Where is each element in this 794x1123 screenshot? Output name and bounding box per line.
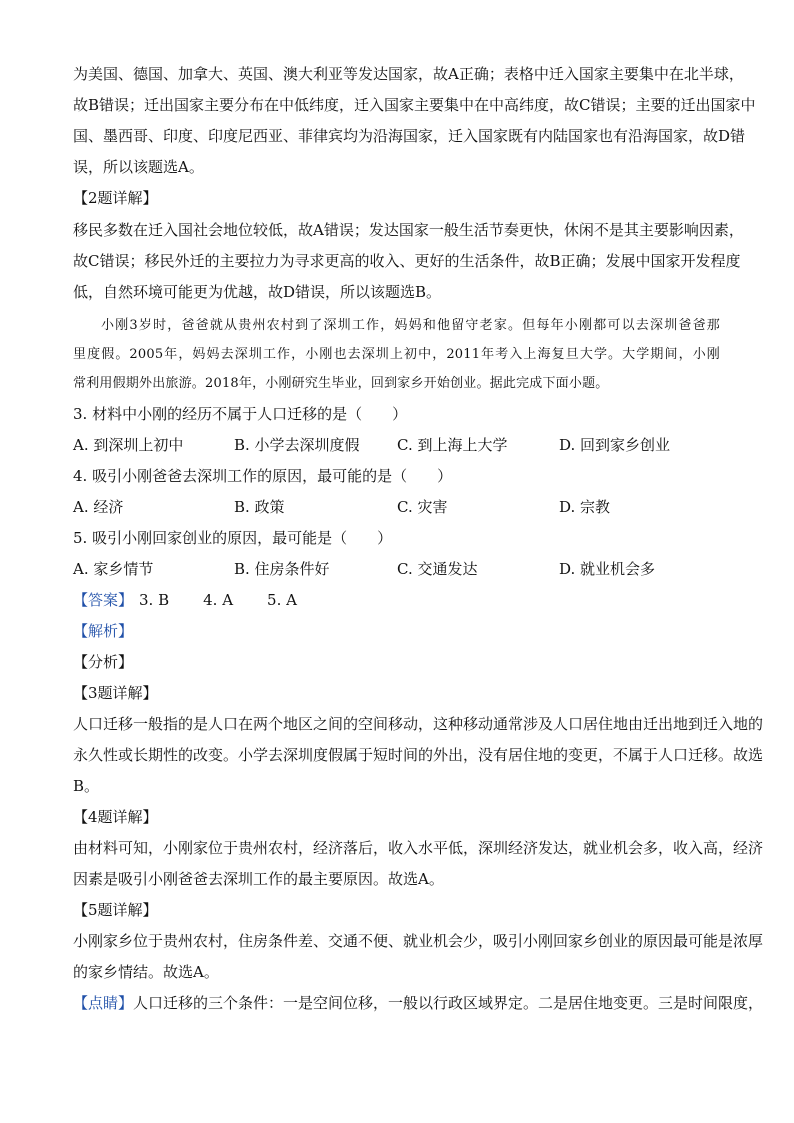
q3-detail-line-3: B。 <box>73 777 100 795</box>
q3-detail-heading: 【3题详解】 <box>73 684 158 702</box>
q4-option-a[interactable]: A. 经济 <box>73 498 124 516</box>
question-4-options <box>73 497 723 517</box>
answer-label: 【答案】 <box>73 591 134 609</box>
q3-option-a[interactable]: A. 到深圳上初中 <box>73 436 184 454</box>
question-4-stem: 4. 吸引小刚爸爸去深圳工作的原因，最可能的是（ ） <box>73 467 453 485</box>
dianjing-row <box>73 993 763 1013</box>
q4-option-c[interactable]: C. 灾害 <box>397 498 448 516</box>
prev-analysis-line-4: 误，所以该题选A。 <box>73 158 204 176</box>
q2-detail-line-3: 低，自然环境可能更为优越，故D错误，所以该题选B。 <box>73 283 442 301</box>
q3-detail-line-2: 永久性或长期性的改变。小学去深圳度假属于短时间的外出，没有居住地的变更，不属于人口迁移。故选 <box>73 746 764 764</box>
question-5-stem: 5. 吸引小刚回家创业的原因，最可能是（ ） <box>73 529 393 547</box>
answer-value-5: 5. A <box>267 591 297 609</box>
q4-option-d[interactable]: D. 宗教 <box>559 498 611 516</box>
q4-detail-line-2: 因素是吸引小刚爸爸去深圳工作的最主要原因。故选A。 <box>73 870 444 888</box>
dianjing-label: 【点睛】 <box>73 994 134 1012</box>
answer-row <box>73 590 331 610</box>
q2-detail-heading: 【2题详解】 <box>73 189 158 207</box>
q5-option-d[interactable]: D. 就业机会多 <box>559 560 656 578</box>
q3-option-b[interactable]: B. 小学去深圳度假 <box>234 436 360 454</box>
answer-value-4: 4. A <box>203 591 234 609</box>
q5-option-a[interactable]: A. 家乡情节 <box>73 560 154 578</box>
q3-detail-line-1: 人口迁移一般指的是人口在两个地区之间的空间移动，这种移动通常涉及人口居住地由迁出地到迁入地的 <box>73 715 764 733</box>
prev-analysis-line-2: 故B错误；迁出国家主要分布在中低纬度，迁入国家主要集中在中高纬度，故C错误；主要的迁出国家中 <box>73 96 756 114</box>
analysis-label: 【解析】 <box>73 622 134 640</box>
answer-values <box>139 591 331 609</box>
q4-detail-line-1: 由材料可知，小刚家位于贵州农村，经济落后，收入水平低，深圳经济发达，就业机会多，收入高，经济 <box>73 839 764 857</box>
answer-value-3: 3. B <box>139 591 170 609</box>
q4-option-b[interactable]: B. 政策 <box>234 498 285 516</box>
material-line-3: 常利用假期外出旅游。2018年，小刚研究生毕业，回到家乡开始创业。据此完成下面小题。 <box>73 376 609 391</box>
q2-detail-line-1: 移民多数在迁入国社会地位较低，故A错误；发达国家一般生活节奏更快，休闲不是其主要影响因素， <box>73 221 744 239</box>
material-line-2: 里度假。2005年，妈妈去深圳工作，小刚也去深圳上初中，2011年考入上海复旦大学。大学期间，小刚 <box>73 347 720 362</box>
q3-option-c[interactable]: C. 到上海上大学 <box>397 436 508 454</box>
q4-detail-heading: 【4题详解】 <box>73 808 158 826</box>
q5-option-c[interactable]: C. 交通发达 <box>397 560 478 578</box>
material-line-1: 小刚3岁时，爸爸就从贵州农村到了深圳工作，妈妈和他留守老家。但每年小刚都可以去深圳爸爸那 <box>101 318 720 333</box>
dianjing-text: 人口迁移的三个条件：一是空间位移，一般以行政区域界定。二是居住地变更。三是时间限度， <box>133 994 764 1012</box>
prev-analysis-line-3: 国、墨西哥、印度、印度尼西亚、菲律宾均为沿海国家，迁入国家既有内陆国家也有沿海国家，故D错 <box>73 127 746 145</box>
fenxi-label: 【分析】 <box>73 653 134 671</box>
q2-detail-line-2: 故C错误；移民外迁的主要拉力为寻求更高的收入、更好的生活条件，故B正确；发展中国家开发程度 <box>73 252 741 270</box>
q5-detail-heading: 【5题详解】 <box>73 901 158 919</box>
q5-detail-line-2: 的家乡情结。故选A。 <box>73 963 219 981</box>
q5-option-b[interactable]: B. 住房条件好 <box>234 560 330 578</box>
question-5-options <box>73 559 723 579</box>
question-3-stem: 3. 材料中小刚的经历不属于人口迁移的是（ ） <box>73 405 408 423</box>
q5-detail-line-1: 小刚家乡位于贵州农村，住房条件差、交通不便、就业机会少，吸引小刚回家乡创业的原因最可能是浓厚 <box>73 932 764 950</box>
prev-analysis-line-1: 为美国、德国、加拿大、英国、澳大利亚等发达国家，故A正确；表格中迁入国家主要集中在北半球， <box>73 65 744 83</box>
question-3-options <box>73 435 723 455</box>
q3-option-d[interactable]: D. 回到家乡创业 <box>559 436 671 454</box>
